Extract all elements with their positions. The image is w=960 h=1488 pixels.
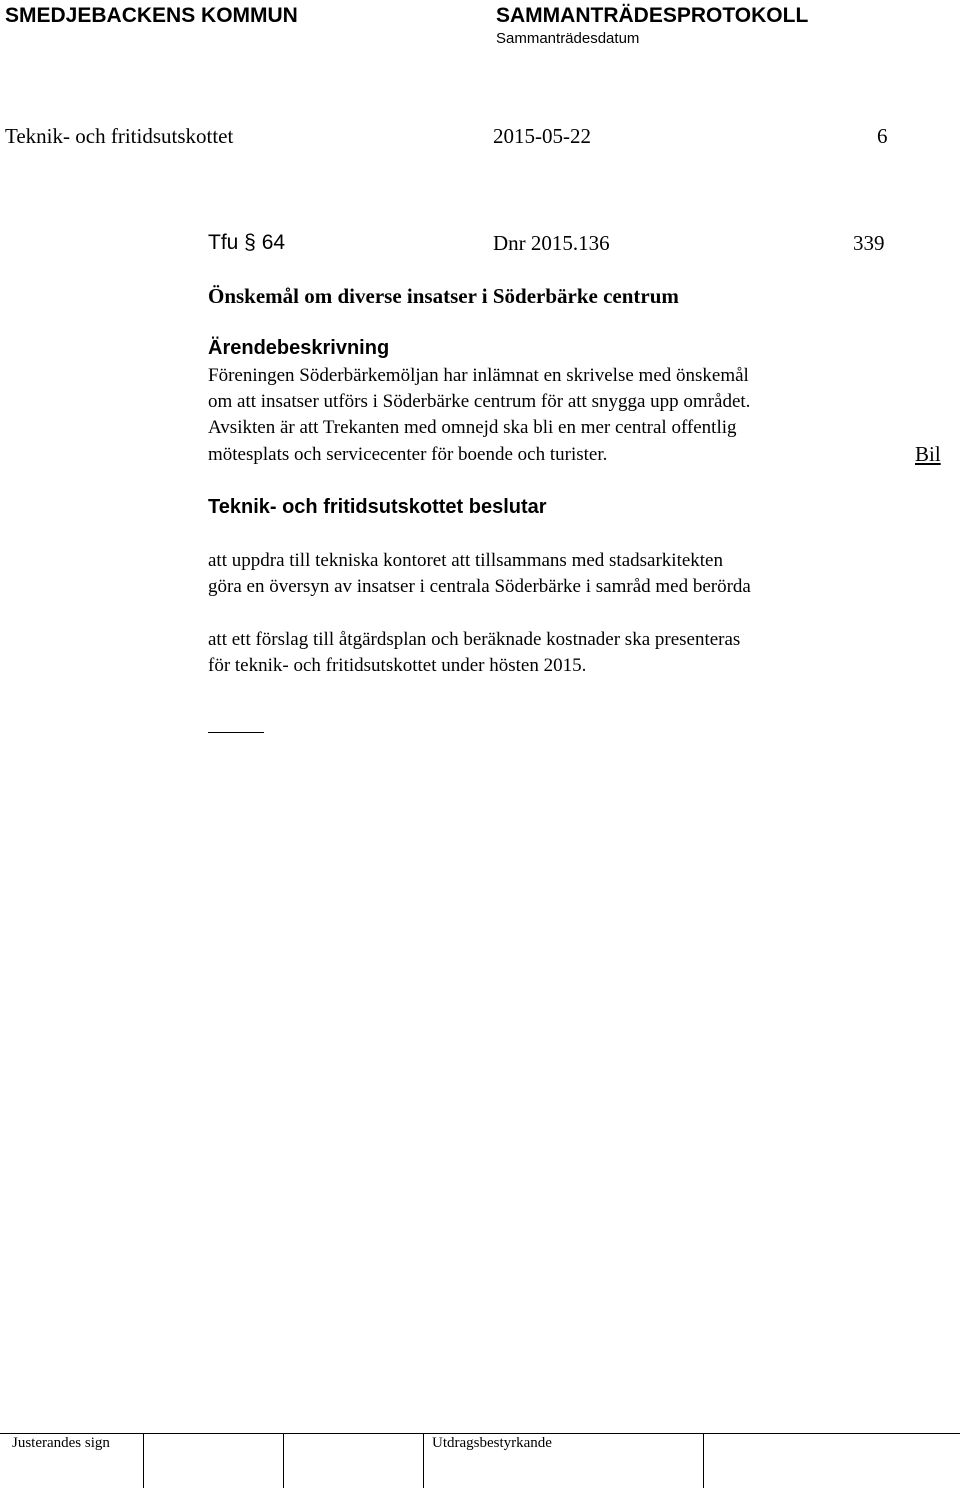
meeting-date-label: Sammanträdesdatum <box>496 30 640 47</box>
footer-signature-box-divider <box>283 1433 284 1488</box>
decision-heading: Teknik- och fritidsutskottet beslutar <box>208 496 547 518</box>
adjuster-signature-label: Justerandes sign <box>12 1435 110 1451</box>
meeting-date: 2015-05-22 <box>493 124 591 148</box>
decision-line: att ett förslag till åtgärdsplan och beräknade kostnader ska presenteras <box>208 629 741 650</box>
description-line: om att insatser utförs i Söderbärke centrum för att snygga upp området. <box>208 391 751 412</box>
organization-name: SMEDJEBACKENS KOMMUN <box>5 4 298 27</box>
extract-certification-label: Utdragsbestyrkande <box>432 1435 552 1451</box>
footer-signature-box-divider <box>423 1433 424 1488</box>
description-heading: Ärendebeskrivning <box>208 337 390 359</box>
description-line: Föreningen Söderbärkemöljan har inlämnat en skrivelse med önskemål <box>208 365 749 386</box>
description-line: Avsikten är att Trekanten med omnejd ska bli en mer central offentlig <box>208 417 737 438</box>
page-number: 6 <box>877 124 888 148</box>
document-type-title: SAMMANTRÄDESPROTOKOLL <box>496 4 809 27</box>
footer-rule <box>0 1433 960 1434</box>
committee-name: Teknik- och fritidsutskottet <box>5 124 234 148</box>
decision-line: för teknik- och fritidsutskottet under hösten 2015. <box>208 655 587 676</box>
diary-number: Dnr 2015.136 <box>493 231 610 255</box>
footer-signature-box-divider <box>143 1433 144 1488</box>
paragraph-number: Tfu § 64 <box>208 231 286 254</box>
case-title: Önskemål om diverse insatser i Söderbärke centrum <box>208 284 679 308</box>
attachment-link[interactable]: Bil <box>915 442 941 466</box>
paragraph-end-rule <box>208 732 264 733</box>
decision-line: göra en översyn av insatser i centrala Söderbärke i samråd med berörda <box>208 576 751 597</box>
decision-line: att uppdra till tekniska kontoret att tillsammans med stadsarkitekten <box>208 550 723 571</box>
description-line: mötesplats och servicecenter för boende och turister. <box>208 444 608 465</box>
file-number: 339 <box>853 231 885 255</box>
footer-signature-box-divider <box>703 1433 704 1488</box>
